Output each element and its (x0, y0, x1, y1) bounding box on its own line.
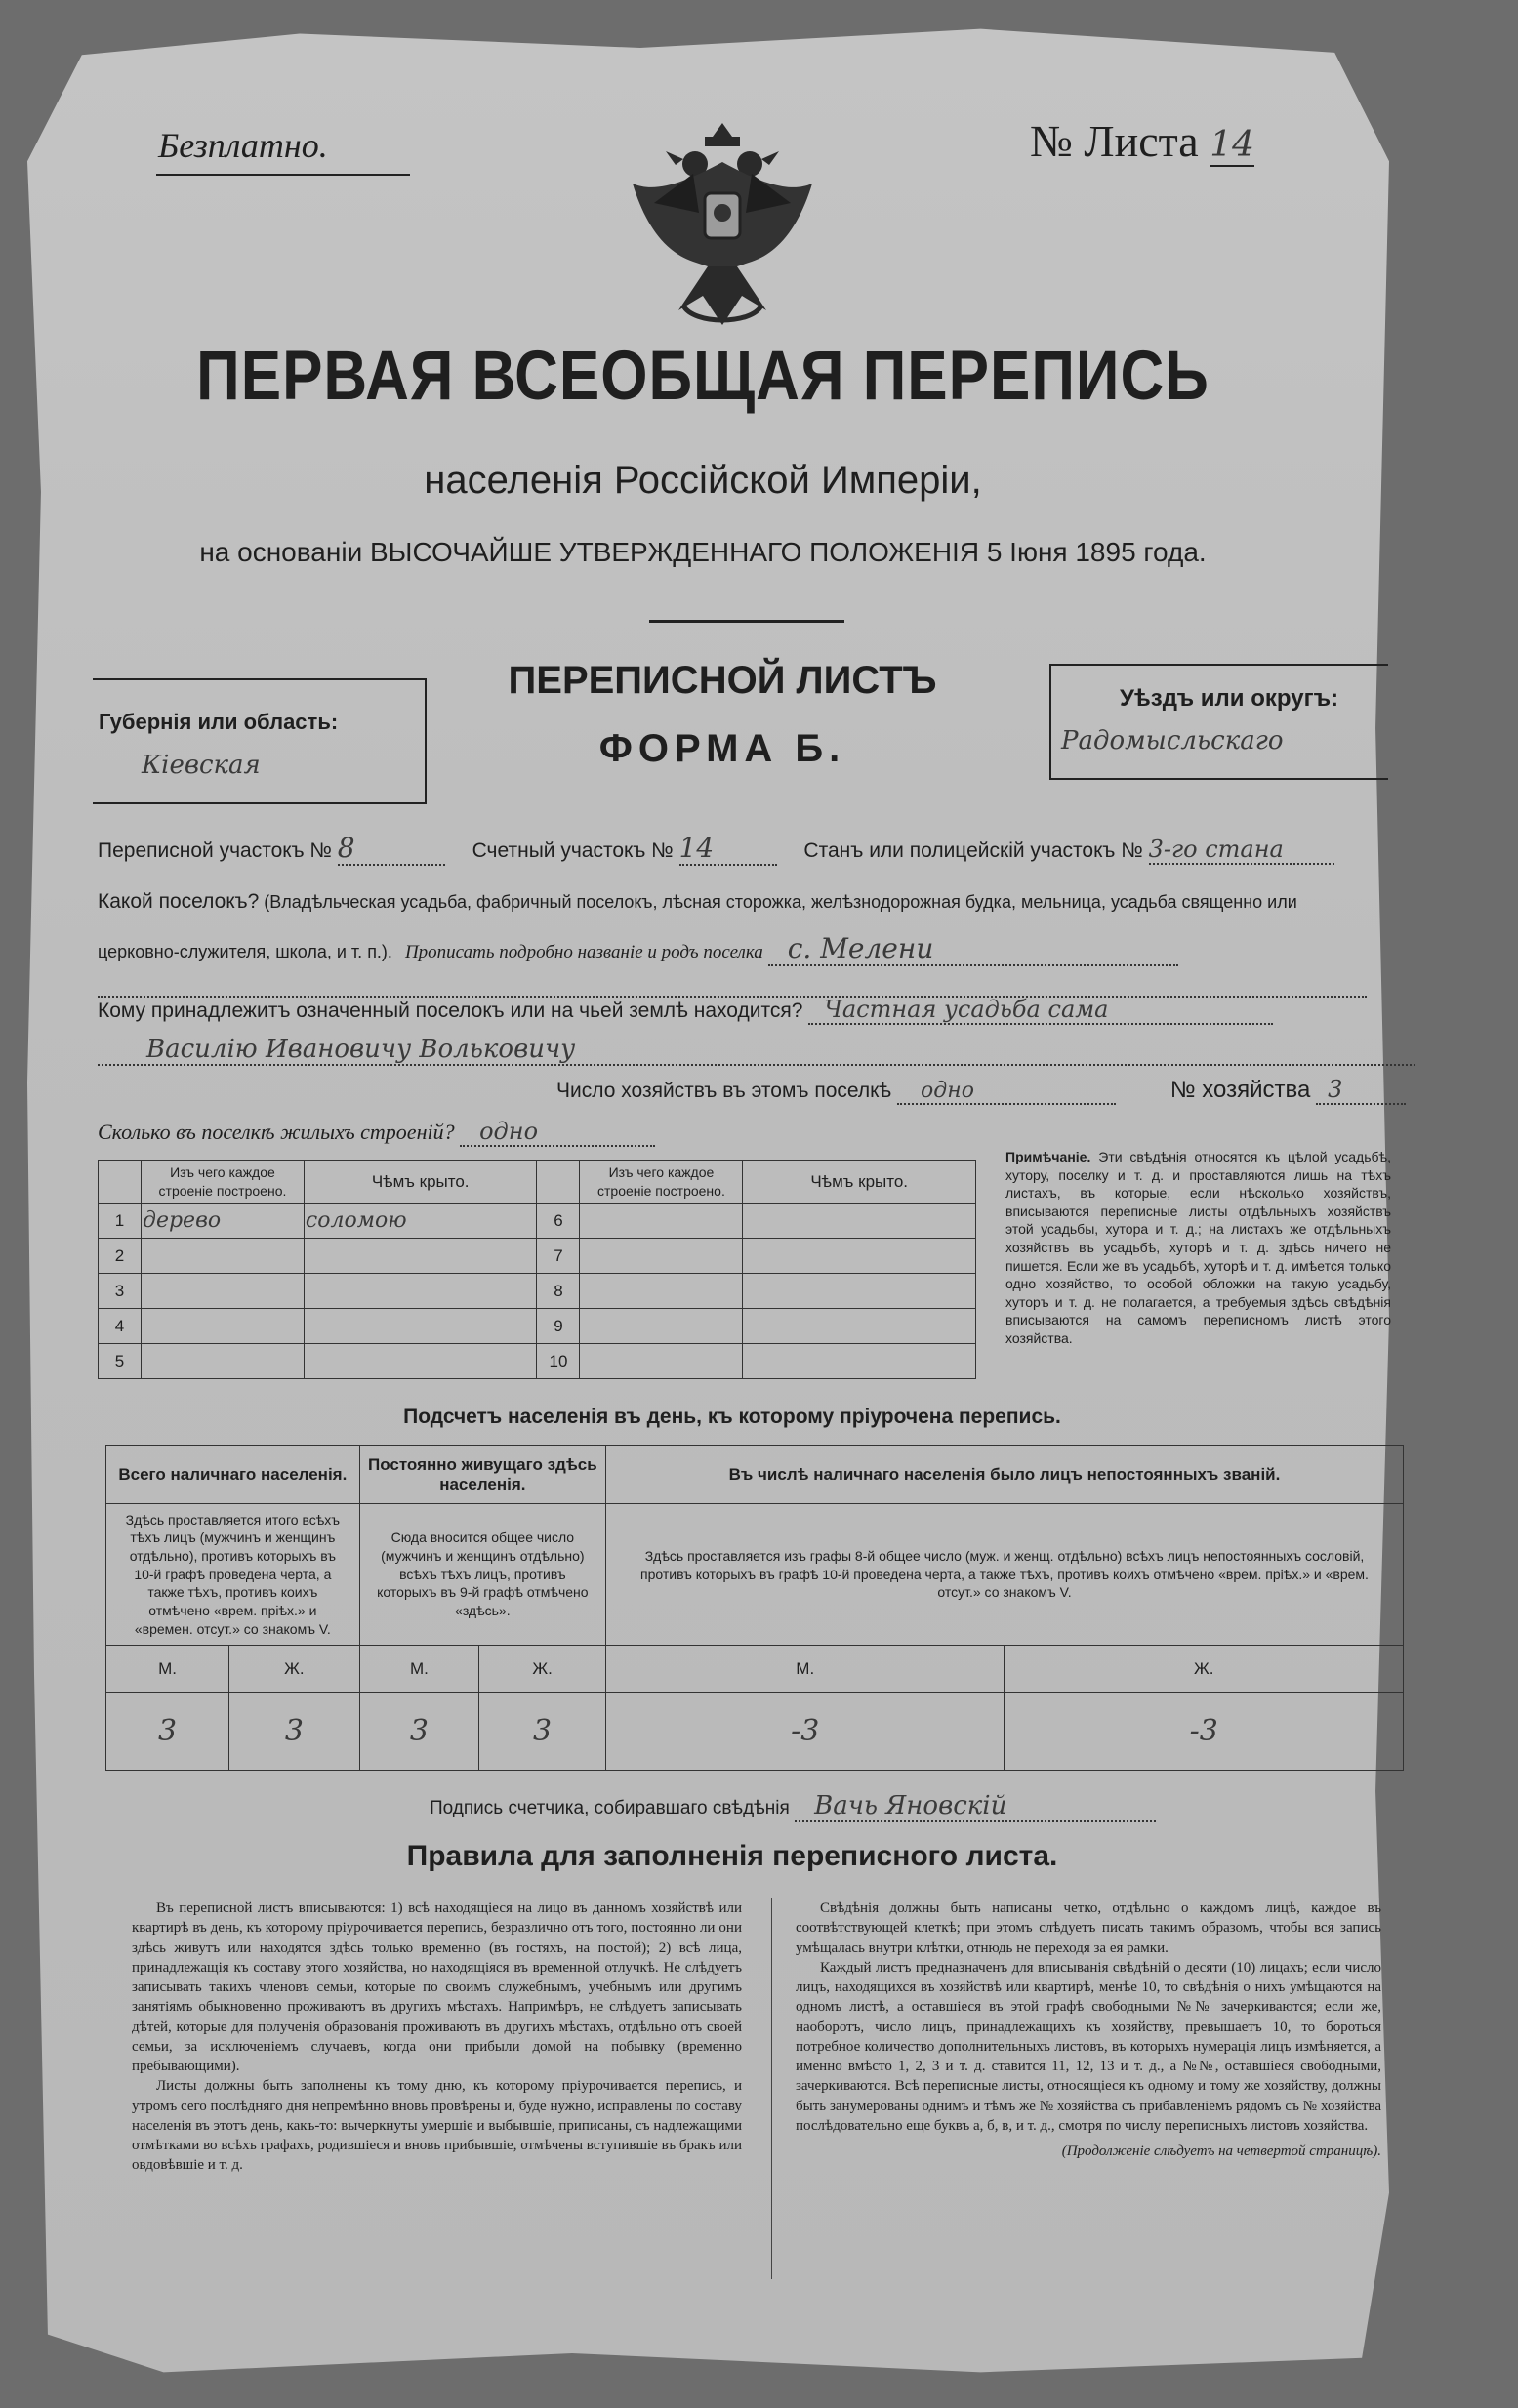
household-number-value: 3 (1316, 1076, 1406, 1105)
table-row: 3 8 (99, 1274, 976, 1309)
zh-header: Ж. (1005, 1646, 1404, 1693)
owner-value-1: Частная усадьба сама (808, 996, 1273, 1025)
count-col1-head: Всего наличнаго населенія. (106, 1446, 360, 1504)
count-value: 3 (479, 1693, 606, 1771)
count-col1-text: Здѣсь проставляется итого всѣхъ тѣхъ лицъ (мужчинъ и женщинъ отдѣльно), противъ которыхъ въ 10-й графѣ проведена черта, а также тѣхъ, противъ коихъ отмѣчено «врем. пріѣх.» и «времен. отсут.» со знакомъ V. (106, 1504, 360, 1646)
count-col3-head: Въ числѣ наличнаго населенія было лицъ непостоянныхъ званій. (606, 1446, 1404, 1504)
page-basis: на основаніи ВЫСОЧАЙШЕ УТВЕРЖДЕННАГО ПОЛОЖЕНІЯ 5 Іюня 1895 года. (199, 537, 1207, 567)
count-col2-head: Постоянно живущаго здѣсь населенія. (359, 1446, 605, 1504)
uezd-value: Радомысльскаго (1061, 726, 1284, 755)
buildings-value: одно (460, 1118, 655, 1147)
poselok-hint-1: (Владѣльческая усадьба, фабричный поселокъ, лѣсная сторожка, желѣзнодорожная будка, мельница, усадьба священно или (264, 892, 1297, 912)
schetnyi-label: Счетный участокъ № (472, 839, 674, 862)
double-headed-eagle-icon (625, 115, 820, 335)
table-row: 5 10 (99, 1344, 976, 1379)
poselok-row2 (98, 932, 1367, 966)
participants-row (98, 832, 1367, 866)
free-underline (156, 174, 410, 176)
page-subtitle: населенія Россійской Имперіи, (424, 459, 982, 502)
owner-value-2: Василію Ивановичу Вольковичу (98, 1035, 1415, 1066)
free-label: Безплатно. (158, 126, 328, 165)
gubernia-label: Губернія или область: (99, 710, 339, 734)
rules-right-column (796, 1898, 1381, 2161)
gubernia-value: Кіевская (142, 751, 261, 780)
count-value: -3 (1005, 1693, 1404, 1771)
count-value: 3 (229, 1693, 360, 1771)
count-title: Подсчетъ населенія въ день, къ которому пріурочена перепись. (403, 1406, 1061, 1428)
divider (649, 620, 844, 623)
col-roof: Чѣмъ крыто. (304, 1161, 537, 1204)
poselok-value: с. Мелени (768, 932, 1178, 966)
signature-row (430, 1791, 1308, 1822)
signature-label: Подпись счетчика, собиравшаго свѣдѣнія (430, 1798, 790, 1818)
households-row (556, 1076, 1386, 1105)
households-value: одно (897, 1079, 1116, 1105)
table-row: 2 7 (99, 1239, 976, 1274)
zh-header: Ж. (479, 1646, 606, 1693)
rules-right-p1: Свѣдѣнія должны быть написаны четко, отдѣльно о каждомъ лицѣ, каждое въ соотвѣтствующей клеткѣ; при этомъ слѣдуетъ писать такимъ образомъ, чтобы вся запись умѣщалась внутри клѣтки, отнюдь не переходя за ея рамки. (796, 1900, 1381, 1956)
sheet-number-value: 14 (1210, 125, 1255, 165)
note-text: Эти свѣдѣнія относятся къ цѣлой усадьбѣ, хутору, поселку и т. д. и проставляются лишь на тѣхъ листахъ, въ которые, если нѣсколько хозяйствъ, вписываются переписные листы отдѣльныхъ хозяйствъ этой усадьбы, хутора и т. д.; на листахъ же отдѣльныхъ хозяйствъ въ усадьбѣ, хуторѣ и т. д. здѣсь ничего не пишется. Если же въ усадьбѣ, хуторѣ и т. д. имѣется только одно хозяйство, то особой обложки на такую усадьбу, хуторъ и т. д. не полагается, а требуемыя здѣсь свѣдѣнія вписываются на самомъ переписномъ листѣ этого хозяйства. (1005, 1149, 1391, 1347)
households-label: Число хозяйствъ въ этомъ поселкѣ (556, 1080, 892, 1102)
rules-right-p2: Каждый листъ предназначенъ для вписыванія свѣдѣній о десяти (10) лицахъ; если число лицъ, находящихся въ хозяйствѣ или квартирѣ, менѣе 10, то свѣдѣнія о нихъ умѣщаются на одномъ листѣ, а оставшіеся въ этой графѣ свободными №№ зачеркиваются; если же, наоборотъ, число лицъ, принадлежащихъ къ хозяйству, превышаетъ 10, то бороться потребное количество дополнительныхъ листовъ, въ которыхъ нумерація лицъ измѣняется, а именно вмѣсто 1, 2, 3 и т. д. ставится 11, 12, 13 и т. д., а №№, оставшіеся свободными, зачеркиваются. Всѣ переписные листы, относящіеся къ одному и тому же хозяйству, должны быть занумерованы однимъ и тѣмъ же № хозяйства съ прибавленіемъ рядомъ съ № хозяйства послѣдовательно еще буквъ а, б, в, и т. д., смотря по числу переписныхъ листовъ хозяйства. (796, 1959, 1381, 2134)
table-row: 4 9 (99, 1309, 976, 1344)
poselok-question: Какой поселокъ? (98, 890, 260, 913)
stan-value: 3-го стана (1149, 836, 1334, 865)
count-values-row (106, 1693, 1404, 1771)
col-roof-2: Чѣмъ крыто. (743, 1161, 976, 1204)
note (1005, 1148, 1391, 1348)
schetnyi-value: 14 (679, 832, 777, 866)
buildings-question: Сколько въ поселкѣ жилыхъ строеній? (98, 1120, 455, 1144)
form-subtitle: ФОРМА Б. (598, 727, 846, 770)
perepisnoi-label: Переписной участокъ № (98, 839, 332, 862)
poselok-instruction: Прописать подробно названіе и родъ поселка (404, 942, 763, 962)
rules-divider (771, 1898, 772, 2279)
count-col3-text: Здѣсь проставляется изъ графы 8-й общее число (муж. и женщ. отдѣльно) всѣхъ лицъ непостоянныхъ сословій, противъ которыхъ въ графѣ 10-й проведена черта, а также тѣхъ, противъ коихъ отмѣчено «врем. пріѣх.» и «врем. отсут.» со знакомъ V. (606, 1504, 1404, 1646)
poselok-row1 (98, 890, 1396, 914)
count-col2-text: Сюда вносится общее число (мужчинъ и женщинъ отдѣльно) всѣхъ тѣхъ лицъ, противъ которыхъ въ 9-й графѣ отмѣчено «здѣсь». (359, 1504, 605, 1646)
household-number-label: № хозяйства (1169, 1077, 1311, 1103)
m-header: М. (606, 1646, 1005, 1693)
count-value: 3 (359, 1693, 478, 1771)
count-value: -3 (606, 1693, 1005, 1771)
rules-title: Правила для заполненія переписного листа. (406, 1840, 1058, 1872)
page-title: ПЕРВАЯ ВСЕОБЩАЯ ПЕРЕПИСЬ (196, 337, 1210, 416)
owner-row1 (98, 996, 1396, 1025)
form-title: ПЕРЕПИСНОЙ ЛИСТЪ (508, 659, 937, 702)
table-row: 1 дерево соломою 6 (99, 1204, 976, 1239)
rules-left-p1: Въ переписной листъ вписываются: 1) всѣ находящіеся на лицо въ данномъ хозяйствѣ или квартирѣ въ день, къ которому пріурочивается перепись, безразлично отъ того, постоянно ли они здѣсь живутъ или находятся здѣсь только временно (въ гостяхъ, на постой); 2) всѣ лица, принадлежащія къ составу этого хозяйства, но находящіяся въ временной отлучкѣ. Не слѣдуетъ записывать такихъ членовъ семьи, которые по своимъ служебнымъ, учебнымъ или другимъ занятіямъ обыкновенно проживаютъ въ другихъ мѣстахъ. Напримѣръ, не слѣдуетъ записывать дѣтей, которые для полученія образованія проживаютъ въ другихъ мѣстахъ, отдѣльно отъ своей семьи, за исключеніемъ случаевъ, когда они прибыли домой на побывку (временно пребывающими). (132, 1900, 742, 2074)
count-table (105, 1445, 1404, 1771)
owner-question: Кому принадлежитъ означенный поселокъ или на чьей землѣ находится? (98, 1000, 803, 1022)
zh-header: Ж. (229, 1646, 360, 1693)
m-header: М. (359, 1646, 478, 1693)
gubernia-box (93, 678, 427, 804)
uezd-label: Уѣздъ или округъ: (1120, 685, 1339, 712)
m-header: М. (106, 1646, 229, 1693)
perepisnoi-value: 8 (338, 832, 445, 866)
rules-left-p2: Листы должны быть заполнены къ тому дню, къ которому пріурочивается перепись, и утромъ сего послѣдняго дня непремѣнно вновь провѣрены и, буде нужно, исправлены по составу населенія въ этотъ день, какъ-то: вычеркнуты умершіе и выбывшіе, приписаны, съ надлежащими отмѣтками во всѣхъ графахъ, родившіеся и вновь прибывшіе, отмѣчены вступившіе въ бракъ или овдовѣвшіе и т. д. (132, 2078, 742, 2174)
buildings-table (98, 1160, 976, 1379)
signature-value: Вачь Яновскій (795, 1791, 1156, 1822)
col-material-2: Изъ чего каждое строеніе построено. (580, 1161, 743, 1204)
poselok-hint-2: церковно-служителя, школа, и т. п.). (98, 942, 392, 961)
stan-label: Станъ или полицейскій участокъ № (803, 839, 1143, 862)
col-material: Изъ чего каждое строеніе построено. (142, 1161, 305, 1204)
count-value: 3 (106, 1693, 229, 1771)
sheet-number-label: № Листа 14 (1030, 116, 1255, 166)
uezd-box (1049, 664, 1388, 780)
note-label: Примѣчаніе. (1005, 1149, 1091, 1164)
rules-left-column (132, 1898, 742, 2176)
rules-continue-note: (Продолженіе слѣдуетъ на четвертой страницѣ). (1061, 2143, 1381, 2159)
buildings-row (98, 1118, 781, 1147)
